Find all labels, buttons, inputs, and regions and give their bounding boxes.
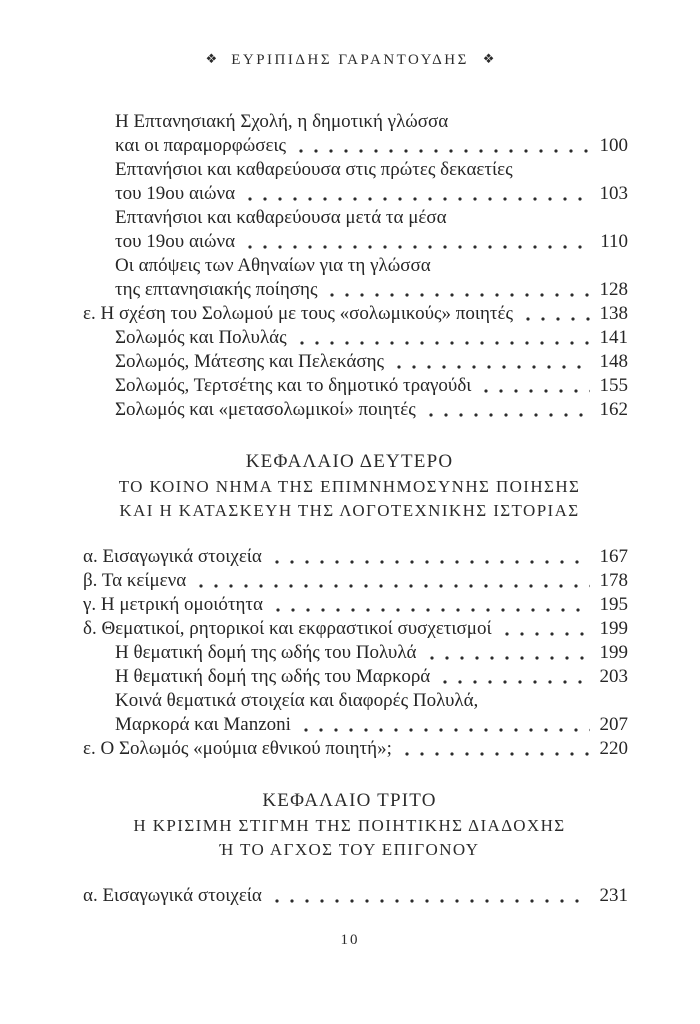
dot-leader — [274, 545, 590, 569]
toc-row — [83, 713, 628, 737]
toc-page-number: 207 — [599, 714, 628, 735]
dot-leader — [329, 278, 590, 302]
toc-row — [83, 545, 628, 569]
dot-leader — [247, 230, 590, 254]
toc-page-number: 148 — [599, 351, 628, 372]
dot-leader — [274, 884, 590, 908]
toc-section — [83, 110, 628, 422]
toc-entry-text: του 19ου αιώνα — [115, 231, 236, 252]
toc-row — [83, 182, 628, 206]
dot-leader — [504, 617, 590, 641]
toc-section — [83, 448, 628, 761]
toc-page-number: 162 — [599, 399, 628, 420]
toc-row — [83, 110, 628, 134]
chapter-subtitle: ΚΑΙ Η ΚΑΤΑΣΚΕΥΗ ΤΗΣ ΛΟΓΟΤΕΧΝΙΚΗΣ ΙΣΤΟΡΙΑΣ — [119, 501, 580, 520]
page-number-folio: 10 — [340, 932, 360, 948]
toc-page-number: 110 — [600, 231, 628, 252]
dot-leader — [299, 326, 590, 350]
dot-leader — [275, 593, 590, 617]
toc-row — [83, 206, 628, 230]
dot-leader — [442, 665, 590, 689]
toc-entry-text: Σολωμός και «μετασολωμικοί» ποιητές — [115, 399, 416, 420]
toc-page-number: 167 — [599, 546, 628, 567]
toc-entry-text: Επτανήσιοι και καθαρεύουσα μετά τα μέσα — [115, 207, 447, 228]
toc-entry-text: Η θεματική δομή της ωδής του Πολυλά — [115, 642, 417, 663]
toc-entry-text: Η θεματική δομή της ωδής του Μαρκορά — [115, 666, 431, 687]
toc-page-number: 100 — [599, 135, 628, 156]
dot-leader — [298, 134, 590, 158]
toc-row — [83, 134, 628, 158]
toc-entry-text: β. Τα κείμενα — [83, 570, 187, 591]
toc-row — [83, 884, 628, 908]
toc-entry-text: Κοινά θεματικά στοιχεία και διαφορές Πολυλά, — [115, 690, 479, 711]
toc-row — [83, 278, 628, 302]
toc-row — [83, 158, 628, 182]
table-of-contents — [83, 110, 628, 908]
toc-page-number: 203 — [599, 666, 628, 687]
chapter-subtitle: Η ΚΡΙΣΙΜΗ ΣΤΙΓΜΗ ΤΗΣ ΠΟΙΗΤΙΚΗΣ ΔΙΑΔΟΧΗΣ — [133, 816, 566, 835]
toc-page-number: 103 — [599, 183, 628, 204]
dot-leader — [428, 398, 590, 422]
toc-entry-text: Σολωμός, Μάτεσης και Πελεκάσης — [115, 351, 385, 372]
toc-page-number: 195 — [599, 594, 628, 615]
dot-leader — [396, 350, 590, 374]
toc-row — [83, 689, 628, 713]
toc-row — [83, 569, 628, 593]
dot-leader — [303, 713, 590, 737]
toc-row — [83, 230, 628, 254]
dot-leader — [404, 737, 590, 761]
running-header — [0, 52, 700, 69]
toc-entry-text: α. Εισαγωγικά στοιχεία — [83, 546, 262, 567]
toc-row — [83, 326, 628, 350]
fleuron-ornament-left-icon: ❖ — [205, 51, 218, 66]
chapter-subtitle: Ή ΤΟ ΑΓΧΟΣ ΤΟΥ ΕΠΙΓΟΝΟΥ — [219, 840, 480, 859]
chapter-heading — [71, 787, 628, 862]
toc-entry-text: Επτανήσιοι και καθαρεύουσα στις πρώτες δεκαετίες — [115, 159, 513, 180]
toc-row — [83, 737, 628, 761]
toc-entry-text: του 19ου αιώνα — [115, 183, 236, 204]
toc-row — [83, 350, 628, 374]
toc-entry-text: δ. Θεματικοί, ρητορικοί και εκφραστικοί συσχετισμοί — [83, 618, 492, 639]
toc-row — [83, 593, 628, 617]
toc-row — [83, 374, 628, 398]
dot-leader — [483, 374, 590, 398]
toc-entry-text: ε. Ο Σολωμός «μούμια εθνικού ποιητή»; — [83, 738, 392, 759]
toc-page-number: 128 — [599, 279, 628, 300]
dot-leader — [247, 182, 590, 206]
toc-entry-text: α. Εισαγωγικά στοιχεία — [83, 885, 262, 906]
chapter-heading — [71, 448, 628, 523]
toc-row — [83, 641, 628, 665]
toc-entry-text: Η Επτανησιακή Σχολή, η δημοτική γλώσσα — [115, 111, 449, 132]
toc-entry-text: ε. Η σχέση του Σολωμού με τους «σολωμικούς» ποιητές — [83, 303, 514, 324]
toc-entry-text: της επτανησιακής ποίησης — [115, 279, 318, 300]
toc-entry-text: γ. Η μετρική ομοιότητα — [83, 594, 263, 615]
dot-leader — [525, 302, 590, 326]
running-header-author: ΕΥΡΙΠΙΔΗΣ ΓΑΡΑΝΤΟΥΔΗΣ — [231, 52, 469, 68]
chapter-subtitle: ΤΟ ΚΟΙΝΟ ΝΗΜΑ ΤΗΣ ΕΠΙΜΝΗΜΟΣΥΝΗΣ ΠΟΙΗΣΗΣ — [118, 477, 581, 496]
toc-page-number: 178 — [599, 570, 628, 591]
toc-page-number: 155 — [599, 375, 628, 396]
chapter-title: ΚΕΦΑΛΑΙΟ ΤΡΙΤΟ — [262, 790, 437, 811]
toc-row — [83, 398, 628, 422]
toc-entry-text: Σολωμός, Τερτσέτης και το δημοτικό τραγούδι — [115, 375, 472, 396]
dot-leader — [198, 569, 590, 593]
toc-row — [83, 254, 628, 278]
dot-leader — [429, 641, 591, 665]
chapter-title: ΚΕΦΑΛΑΙΟ ΔΕΥΤΕΡΟ — [245, 451, 454, 472]
toc-row — [83, 302, 628, 326]
toc-sections — [83, 110, 628, 908]
toc-page-number: 141 — [599, 327, 628, 348]
toc-section — [83, 787, 628, 908]
toc-page-number: 220 — [599, 738, 628, 759]
toc-entry-text: και οι παραμορφώσεις — [115, 135, 287, 156]
toc-row — [83, 617, 628, 641]
toc-row — [83, 665, 628, 689]
toc-page-number: 138 — [599, 303, 628, 324]
fleuron-ornament-right-icon: ❖ — [482, 51, 495, 66]
toc-entry-text: Οι απόψεις των Αθηναίων για τη γλώσσα — [115, 255, 431, 276]
toc-entry-text: Σολωμός και Πολυλάς — [115, 327, 287, 348]
toc-page-number: 231 — [599, 885, 628, 906]
toc-page-number: 199 — [599, 642, 628, 663]
toc-entry-text: Μαρκορά και Manzoni — [115, 714, 291, 735]
toc-page-number: 199 — [599, 618, 628, 639]
